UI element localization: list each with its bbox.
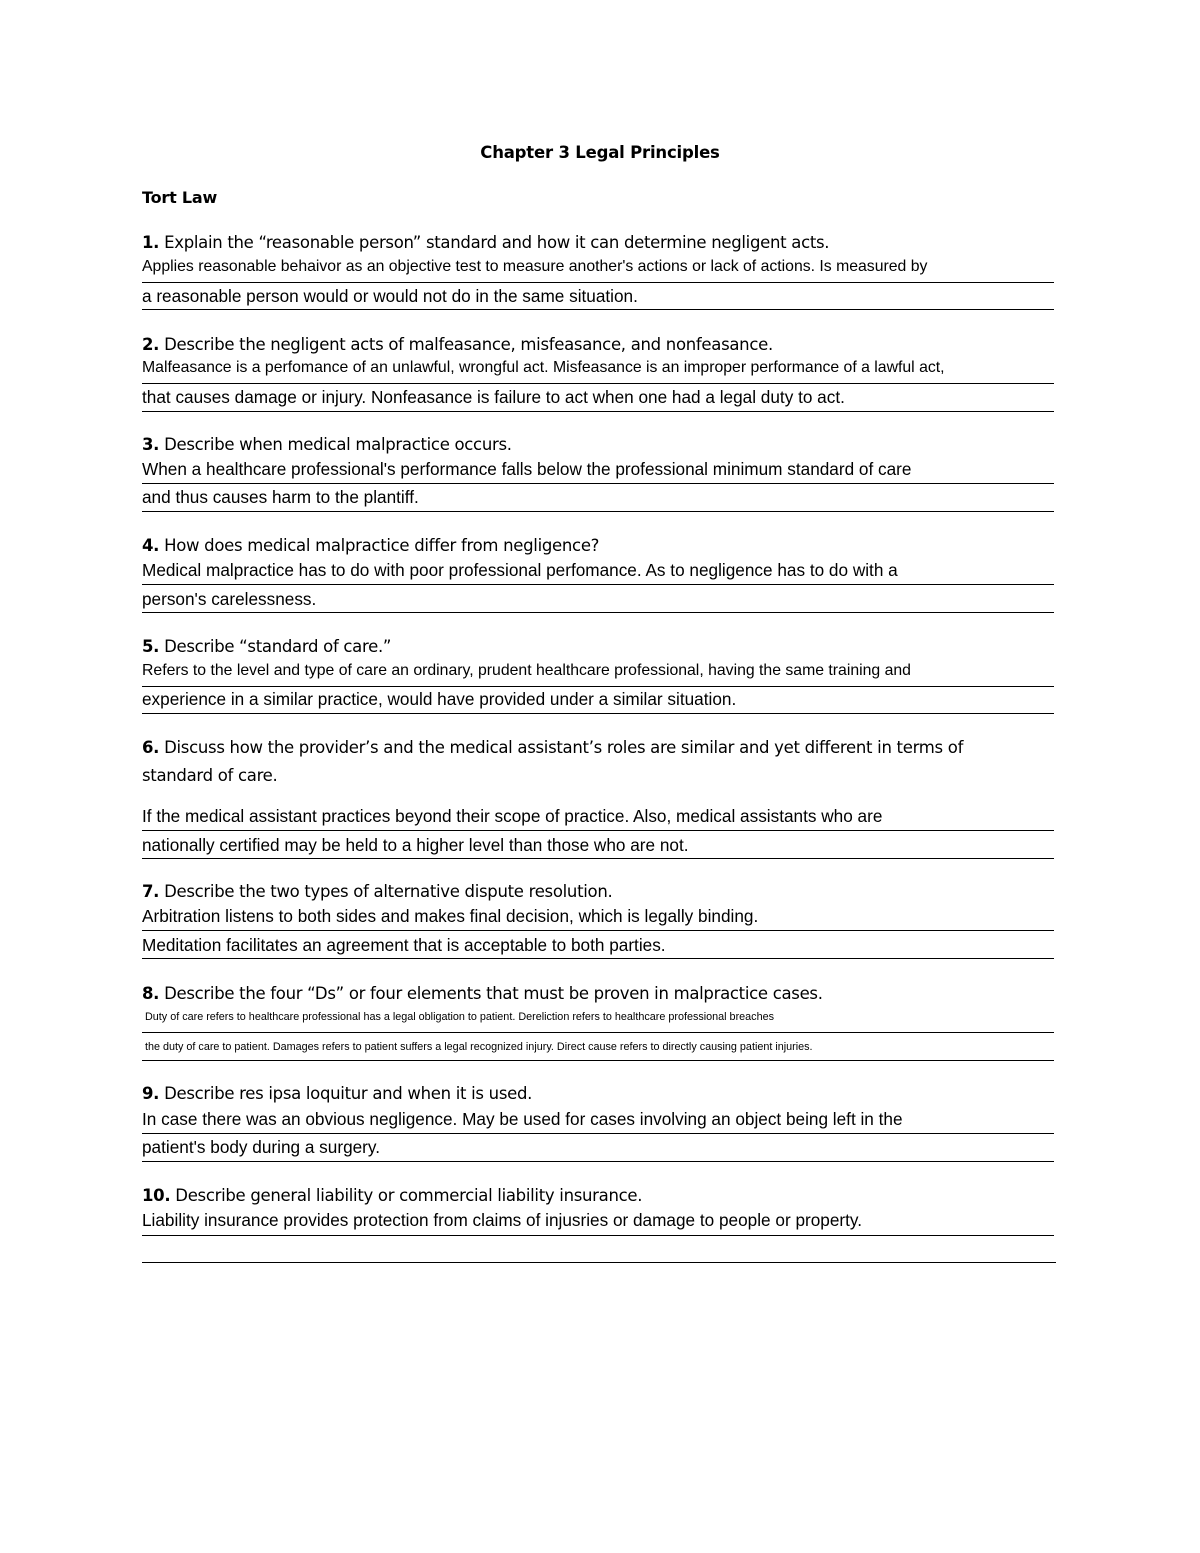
answer-rule [142, 1262, 1056, 1263]
answer-rule [142, 383, 1054, 384]
answer-line: Medical malpractice has to do with poor professional perfomance. As to negligence has to do with a [142, 560, 898, 580]
question-text: Describe res ipsa loquitur and when it is used. [159, 1084, 533, 1103]
answer-line: Applies reasonable behaivor as an objective test to measure another's actions or lack of actions. Is measured by [142, 258, 928, 275]
question-1 [142, 233, 829, 252]
question-text: How does medical malpractice differ from negligence? [159, 536, 600, 555]
question-8 [142, 984, 823, 1003]
answer-rule [142, 309, 1054, 310]
answer-line: patient's body during a surgery. [142, 1137, 380, 1157]
question-number: 8. [142, 984, 160, 1003]
question-number: 3. [142, 435, 160, 454]
question-4 [142, 536, 599, 555]
question-7 [142, 882, 612, 901]
answer-line: When a healthcare professional's performance falls below the professional minimum standard of care [142, 459, 912, 479]
answer-rule [142, 1133, 1054, 1134]
question-number: 6. [142, 738, 160, 757]
answer-line: If the medical assistant practices beyond their scope of practice. Also, medical assistants who are [142, 806, 883, 826]
question-number: 1. [142, 233, 160, 252]
question-text: Discuss how the provider’s and the medical assistant’s roles are similar and yet different in terms of [159, 738, 964, 757]
answer-line: Refers to the level and type of care an ordinary, prudent healthcare professional, having the same training and [142, 662, 911, 679]
answer-line: Duty of care refers to healthcare professional has a legal obligation to patient. Dereliction refers to healthcare professional breaches [145, 1011, 774, 1023]
question-6-continued: standard of care. [142, 766, 278, 785]
question-text: Describe general liability or commercial liability insurance. [170, 1186, 643, 1205]
answer-line: Liability insurance provides protection from claims of injusries or damage to people or property. [142, 1210, 862, 1230]
section-heading: Tort Law [142, 188, 218, 207]
question-3 [142, 435, 512, 454]
question-text: Describe when medical malpractice occurs. [159, 435, 512, 454]
question-text: Explain the “reasonable person” standard and how it can determine negligent acts. [159, 233, 830, 252]
question-text: Describe “standard of care.” [159, 637, 392, 656]
answer-rule [142, 584, 1054, 585]
answer-line: Meditation facilitates an agreement that is acceptable to both parties. [142, 935, 666, 955]
question-text: Describe the two types of alternative dispute resolution. [159, 882, 613, 901]
question-9 [142, 1084, 532, 1103]
answer-rule [142, 958, 1054, 959]
answer-rule [142, 483, 1054, 484]
answer-line: Arbitration listens to both sides and makes final decision, which is legally binding. [142, 906, 759, 926]
answer-rule [142, 830, 1054, 831]
answer-line: experience in a similar practice, would have provided under a similar situation. [142, 689, 737, 709]
question-10 [142, 1186, 642, 1205]
answer-line: nationally certified may be held to a higher level than those who are not. [142, 835, 689, 855]
question-6 [142, 738, 963, 757]
answer-rule [142, 612, 1054, 613]
question-number: 5. [142, 637, 160, 656]
question-number: 10. [142, 1186, 171, 1205]
answer-rule [142, 1060, 1054, 1061]
question-text: Describe the four “Ds” or four elements that must be proven in malpractice cases. [159, 984, 823, 1003]
answer-line: person's carelessness. [142, 589, 317, 609]
answer-rule [142, 713, 1054, 714]
answer-line: that causes damage or injury. Nonfeasance is failure to act when one had a legal duty to act. [142, 387, 845, 407]
answer-line: Malfeasance is a perfomance of an unlawful, wrongful act. Misfeasance is an improper performance of a lawful act, [142, 359, 945, 376]
answer-line: the duty of care to patient. Damages refers to patient suffers a legal recognized injury. Direct cause refers to directly causing patient injuries. [145, 1041, 813, 1053]
question-number: 7. [142, 882, 160, 901]
page-title: Chapter 3 Legal Principles [480, 143, 720, 162]
answer-rule [142, 1161, 1054, 1162]
answer-rule [142, 282, 1054, 283]
answer-rule [142, 411, 1054, 412]
answer-rule [142, 686, 1054, 687]
answer-line: a reasonable person would or would not do in the same situation. [142, 286, 638, 306]
answer-rule [142, 1235, 1054, 1236]
question-number: 2. [142, 335, 160, 354]
answer-rule [142, 1032, 1054, 1033]
question-text: Describe the negligent acts of malfeasance, misfeasance, and nonfeasance. [159, 335, 773, 354]
question-number: 9. [142, 1084, 160, 1103]
answer-rule [142, 930, 1054, 931]
question-number: 4. [142, 536, 160, 555]
question-5 [142, 637, 391, 656]
question-2 [142, 335, 773, 354]
answer-rule [142, 858, 1054, 859]
answer-line: and thus causes harm to the plantiff. [142, 487, 419, 507]
answer-line: In case there was an obvious negligence. May be used for cases involving an object being left in the [142, 1109, 903, 1129]
answer-rule [142, 511, 1054, 512]
